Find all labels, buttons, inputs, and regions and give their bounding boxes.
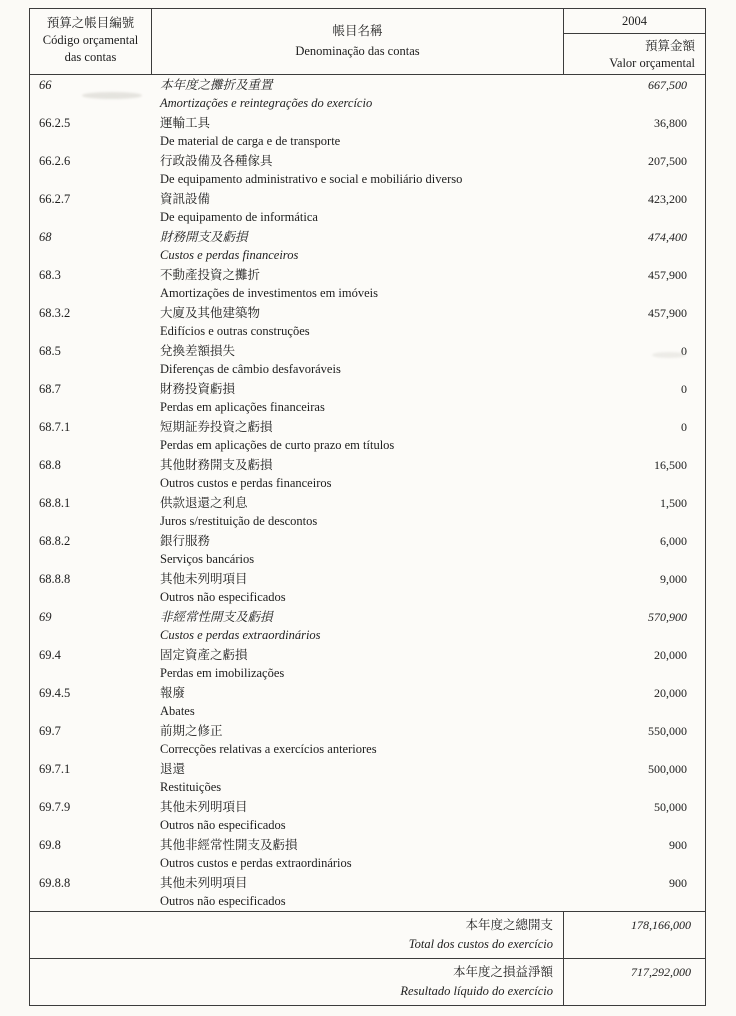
row-code: 69.7 <box>39 724 61 738</box>
table-row <box>30 379 705 417</box>
row-amount: 20,000 <box>654 648 687 662</box>
row-name-zh: 其他未列明項目 <box>160 800 248 814</box>
table-row <box>30 189 705 227</box>
row-code: 68.8.2 <box>39 534 71 548</box>
row-name-pt: Outros custos e perdas extraordinários <box>160 856 352 870</box>
row-name-zh: 其他財務開支及虧損 <box>160 458 273 472</box>
header-cell-code <box>30 9 152 74</box>
row-amount: 500,000 <box>648 762 687 776</box>
row-amount: 423,200 <box>648 192 687 206</box>
total-costs-pt: Total dos custos do exercício <box>408 937 553 951</box>
row-name-zh: 銀行服務 <box>160 534 211 548</box>
table-row <box>30 227 705 265</box>
row-name-pt: De material de carga e de transporte <box>160 134 341 148</box>
header-amount-pt: Valor orçamental <box>609 56 695 70</box>
table-row <box>30 531 705 569</box>
row-amount: 20,000 <box>654 686 687 700</box>
table-row <box>30 493 705 531</box>
total-costs-amount: 178,166,000 <box>631 918 691 932</box>
row-amount: 207,500 <box>648 154 687 168</box>
row-name-zh: 大廈及其他建築物 <box>160 306 261 320</box>
row-name-pt: Serviços bancários <box>160 552 255 566</box>
header-code-pt1: Código orçamental <box>42 33 139 47</box>
row-name <box>152 303 564 341</box>
header-name-pt: Denominação das contas <box>295 44 420 58</box>
row-amount: 1,500 <box>660 496 687 510</box>
total-costs-label <box>30 912 564 958</box>
row-name <box>152 759 564 797</box>
scan-smudge <box>82 92 142 99</box>
row-name-pt: Perdas em aplicações financeiras <box>160 400 325 414</box>
row-name <box>152 835 564 873</box>
net-result-amount: 717,292,000 <box>631 965 691 979</box>
row-name-pt: Perdas em aplicações de curto prazo em títulos <box>160 438 395 452</box>
row-code: 68.3 <box>39 268 61 282</box>
row-name-zh: 其他非經常性開支及虧損 <box>160 838 298 852</box>
header-name-zh: 帳目名稱 <box>332 24 383 38</box>
row-amount: 9,000 <box>660 572 687 586</box>
table-row <box>30 417 705 455</box>
row-name-pt: Amortizações de investimentos em imóveis <box>160 286 379 300</box>
row-code: 69.8.8 <box>39 876 71 890</box>
row-name <box>152 417 564 455</box>
table-row <box>30 303 705 341</box>
row-code: 68.7 <box>39 382 61 396</box>
header-cell-name <box>152 9 564 74</box>
header-code-zh: 預算之帳目編號 <box>46 16 135 30</box>
row-code: 66.2.7 <box>39 192 71 206</box>
row-amount: 6,000 <box>660 534 687 548</box>
table-row <box>30 797 705 835</box>
row-name-zh: 短期証券投資之虧損 <box>160 420 273 434</box>
table-row <box>30 835 705 873</box>
row-name <box>152 493 564 531</box>
row-name-zh: 行政設備及各種傢具 <box>160 154 273 168</box>
row-name-pt: Amortizações e reintegrações do exercício <box>160 96 373 110</box>
row-name <box>152 151 564 189</box>
row-name-zh: 報廢 <box>160 686 186 700</box>
row-name-pt: Restituições <box>160 780 222 794</box>
table-row <box>30 113 705 151</box>
row-name-zh: 退還 <box>160 762 186 776</box>
header-amount-zh: 預算金額 <box>644 39 695 53</box>
row-amount: 457,900 <box>648 306 687 320</box>
row-amount: 0 <box>681 344 687 358</box>
row-amount: 900 <box>669 876 687 890</box>
row-name <box>152 75 564 113</box>
row-name <box>152 189 564 227</box>
row-name-zh: 不動產投資之攤折 <box>160 268 261 282</box>
table-row <box>30 607 705 645</box>
row-name-pt: Outros custos e perdas financeiros <box>160 476 332 490</box>
row-name-pt: Abates <box>160 704 195 718</box>
row-code: 68.5 <box>39 344 61 358</box>
table-body <box>30 75 705 911</box>
net-result-row <box>30 958 705 1005</box>
row-code: 69.8 <box>39 838 61 852</box>
header-cell-amount <box>564 9 705 74</box>
table-row <box>30 151 705 189</box>
row-name-zh: 本年度之攤折及重置 <box>160 78 273 92</box>
row-code: 68.8.8 <box>39 572 71 586</box>
row-amount: 570,900 <box>648 610 687 624</box>
table-row <box>30 265 705 303</box>
row-name <box>152 341 564 379</box>
header-year: 2004 <box>564 9 705 34</box>
row-name-pt: Custos e perdas financeiros <box>160 248 299 262</box>
row-code: 69.4.5 <box>39 686 71 700</box>
row-amount: 36,800 <box>654 116 687 130</box>
row-name-pt: De equipamento administrativo e social e mobiliário diverso <box>160 172 463 186</box>
row-name <box>152 683 564 721</box>
table-row <box>30 455 705 493</box>
row-name-zh: 資訊設備 <box>160 192 211 206</box>
row-code: 69 <box>39 610 52 624</box>
row-name-zh: 非經常性開支及虧損 <box>160 610 273 624</box>
row-code: 69.7.9 <box>39 800 71 814</box>
row-name <box>152 531 564 569</box>
row-amount: 900 <box>669 838 687 852</box>
row-name <box>152 227 564 265</box>
row-name-zh: 固定資產之虧損 <box>160 648 248 662</box>
total-costs-zh: 本年度之總開支 <box>465 918 553 932</box>
budget-table <box>29 8 706 1006</box>
row-name-pt: Edifícios e outras construções <box>160 324 310 338</box>
row-name <box>152 721 564 759</box>
row-code: 66.2.6 <box>39 154 71 168</box>
row-amount: 667,500 <box>648 78 687 92</box>
scan-smudge <box>652 352 686 358</box>
row-code: 68.8 <box>39 458 61 472</box>
row-code: 68.3.2 <box>39 306 71 320</box>
header-amount-labels <box>564 34 705 74</box>
row-name-pt: Correcções relativas a exercícios anteriores <box>160 742 377 756</box>
row-name <box>152 379 564 417</box>
row-name-pt: Outros não especificados <box>160 894 286 908</box>
row-code: 68.8.1 <box>39 496 71 510</box>
row-code: 68.7.1 <box>39 420 71 434</box>
row-name-zh: 供款退還之利息 <box>160 496 248 510</box>
table-row <box>30 645 705 683</box>
row-amount: 457,900 <box>648 268 687 282</box>
total-costs-row <box>30 911 705 958</box>
row-name-zh: 運輸工具 <box>160 116 211 130</box>
row-name-pt: Perdas em imobilizações <box>160 666 285 680</box>
row-name-zh: 其他未列明項目 <box>160 572 248 586</box>
table-row <box>30 721 705 759</box>
row-amount: 0 <box>681 420 687 434</box>
row-amount: 474,400 <box>648 230 687 244</box>
row-name-zh: 財務投資虧損 <box>160 382 236 396</box>
table-row <box>30 683 705 721</box>
row-name <box>152 265 564 303</box>
row-name <box>152 113 564 151</box>
row-name <box>152 455 564 493</box>
row-name-pt: De equipamento de informática <box>160 210 318 224</box>
row-code: 68 <box>39 230 52 244</box>
net-result-pt: Resultado líquido do exercício <box>400 984 553 998</box>
header-code-pt2: das contas <box>64 50 117 64</box>
row-name-zh: 其他未列明項目 <box>160 876 248 890</box>
row-name-pt: Custos e perdas extraordinários <box>160 628 321 642</box>
row-amount: 550,000 <box>648 724 687 738</box>
row-code: 69.7.1 <box>39 762 71 776</box>
net-result-zh: 本年度之損益淨額 <box>452 965 553 979</box>
table-row <box>30 569 705 607</box>
row-name <box>152 645 564 683</box>
row-amount: 50,000 <box>654 800 687 814</box>
row-name-pt: Diferenças de câmbio desfavoráveis <box>160 362 341 376</box>
row-name-zh: 財務開支及虧損 <box>160 230 248 244</box>
row-name <box>152 607 564 645</box>
table-header <box>30 9 705 75</box>
row-amount: 0 <box>681 382 687 396</box>
net-result-label <box>30 959 564 1005</box>
row-code: 69.4 <box>39 648 61 662</box>
row-code: 66 <box>39 78 52 92</box>
row-name <box>152 797 564 835</box>
row-amount: 16,500 <box>654 458 687 472</box>
table-row <box>30 341 705 379</box>
row-name-zh: 前期之修正 <box>160 724 223 738</box>
row-name-zh: 兌換差額損失 <box>160 344 236 358</box>
table-row <box>30 873 705 911</box>
row-name <box>152 569 564 607</box>
row-name-pt: Juros s/restituição de descontos <box>160 514 318 528</box>
row-name-pt: Outros não especificados <box>160 590 286 604</box>
row-name <box>152 873 564 911</box>
table-row <box>30 759 705 797</box>
row-name-pt: Outros não especificados <box>160 818 286 832</box>
row-code: 66.2.5 <box>39 116 71 130</box>
